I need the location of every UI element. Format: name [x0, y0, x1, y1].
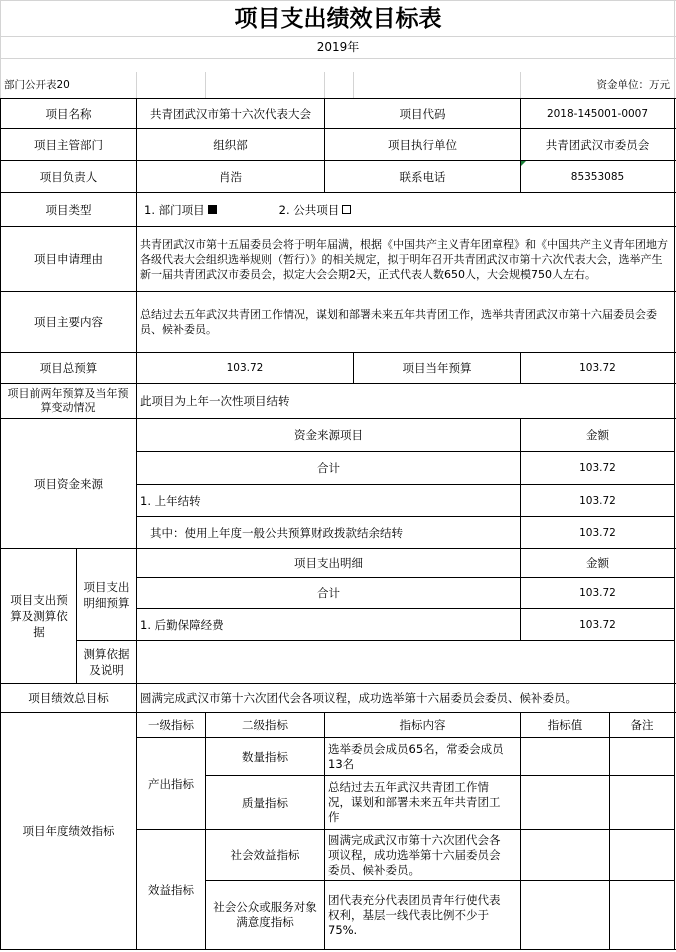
content-text: 总结过去五年武汉共青团工作情况，谋划和部署未来五年共青团工作，选举共青团武汉市第十六届委员会委员、候补委员。	[140, 308, 657, 336]
expense-col-item: 项目支出明细	[294, 556, 363, 570]
indicator-group-output: 产出指标	[148, 776, 194, 791]
project-name-value: 共青团武汉市第十六次代表大会	[150, 106, 311, 121]
exec-unit-label: 项目执行单位	[388, 137, 457, 152]
year-label: 2019年	[316, 40, 360, 54]
page-title: 项目支出绩效目标表	[234, 5, 442, 32]
total-budget-value: 103.72	[226, 362, 264, 374]
basis-value	[137, 641, 674, 683]
table-code: 部门公开表20	[4, 79, 70, 91]
indicator-quality-value	[521, 776, 609, 829]
goal-label: 项目绩效总目标	[28, 691, 109, 705]
expense-row-total-amount: 103.72	[579, 587, 616, 599]
indicator-satisfaction-content: 团代表充分代表团员青年行使代表权利，基层一线代表比例不少于75%.	[328, 892, 501, 937]
phone-label: 联系电话	[399, 169, 446, 184]
goal-text: 圆满完成武汉市第十六次团代会各项议程，成功选举第十六届委员会委员、候补委员。	[140, 691, 577, 705]
indicator-social-remark	[610, 830, 674, 880]
funding-row-total: 合计	[317, 461, 340, 475]
type-options	[141, 193, 541, 226]
indicator-quality-remark	[610, 776, 674, 829]
expense-row-logistics: 1. 后勤保障经费	[140, 617, 224, 632]
indicators-header-content: 指标内容	[399, 718, 446, 732]
project-code-value: 2018-145001-0007	[546, 107, 649, 120]
indicators-label: 项目年度绩效指标	[22, 824, 115, 838]
funding-row-total-amount: 103.72	[579, 462, 616, 474]
reason-text: 共青团武汉市第十五届委员会将于明年届满，根据《中国共产主义青年团章程》和《中国共产主义青年团地方各级代表大会组织选举规则（暂行）》的相关规定，拟于明年召开共青团武汉市第十六次代表大会，选举产生新一届共青团武汉市委员会，拟定大会会期2天，正式代表人数650人，大会规模750人左右。	[140, 237, 668, 281]
year-budget-label: 项目当年预算	[402, 361, 472, 375]
indicator-satisfaction-label: 社会公众或服务对象满意度指标	[213, 900, 317, 929]
dept-label: 项目主管部门	[34, 137, 103, 152]
indicator-quality-content: 总结过去五年武汉共青团工作情况，谋划和部署未来五年共青团工作	[328, 780, 501, 824]
project-name-label: 项目名称	[45, 106, 92, 121]
type-option-public: 2. 公共项目	[278, 202, 340, 217]
exec-unit-value: 共青团武汉市委员会	[545, 137, 650, 152]
indicator-quantity-label: 数量指标	[242, 749, 288, 764]
expense-col-amount: 金额	[586, 556, 609, 570]
expense-label: 项目支出预算及测算依据	[10, 593, 68, 639]
indicator-quantity-remark	[610, 738, 674, 775]
indicator-quantity-value	[521, 738, 609, 775]
reason-label: 项目申请理由	[34, 252, 103, 266]
indicators-header-level1: 一级指标	[148, 718, 194, 732]
indicator-satisfaction-value	[521, 881, 609, 949]
indicator-quality-label: 质量指标	[242, 795, 288, 810]
content-label: 项目主要内容	[34, 315, 103, 329]
funding-row-detail-amount: 103.72	[579, 526, 616, 539]
basis-label: 测算依据及说明	[83, 647, 130, 677]
indicator-satisfaction-remark	[610, 881, 674, 949]
indicators-header-remark: 备注	[630, 718, 654, 732]
leader-label: 项目负责人	[39, 169, 98, 184]
year-budget-value: 103.72	[579, 362, 616, 374]
indicator-group-benefit: 效益指标	[148, 882, 194, 897]
indicator-quantity-content: 选举委员会成员65名，常委会成员13名	[328, 741, 504, 771]
budget-change-label: 项目前两年预算及当年预算变动情况	[7, 387, 129, 414]
expense-row-total: 合计	[317, 586, 340, 600]
expense-row-logistics-amount: 103.72	[579, 618, 616, 631]
funding-row-carryover-amount: 103.72	[579, 494, 616, 507]
funding-row-carryover: 1. 上年结转	[140, 493, 201, 508]
type-option-dept: 1. 部门项目	[144, 202, 205, 217]
type-label: 项目类型	[45, 202, 92, 217]
indicators-header-value: 指标值	[547, 718, 583, 732]
budget-change-text: 此项目为上年一次性项目结转	[140, 394, 290, 408]
indicator-social-value	[521, 830, 609, 880]
phone-value: 85353085	[570, 170, 625, 183]
funding-col-amount: 金额	[586, 428, 609, 442]
indicator-social-content: 圆满完成武汉市第十六次团代会各项议程，成功选举第十六届委员会委员、候补委员。	[328, 832, 501, 877]
funding-col-item: 资金来源项目	[294, 428, 363, 442]
indicator-social-label: 社会效益指标	[230, 848, 300, 862]
unit-label: 资金单位：万元	[596, 79, 670, 91]
comment-marker-icon	[521, 161, 526, 166]
expense-sub-label: 项目支出明细预算	[83, 579, 130, 610]
funding-label: 项目资金来源	[34, 476, 103, 491]
dept-value: 组织部	[213, 137, 248, 152]
funding-row-detail: 其中：使用上年度一般公共预算财政拨款结余结转	[150, 525, 403, 540]
leader-value: 肖浩	[219, 169, 242, 184]
total-budget-label: 项目总预算	[39, 361, 98, 375]
unchecked-box-icon	[342, 205, 351, 214]
indicators-header-level2: 二级指标	[242, 718, 288, 732]
project-code-label: 项目代码	[399, 106, 446, 121]
checked-box-icon	[208, 205, 217, 214]
